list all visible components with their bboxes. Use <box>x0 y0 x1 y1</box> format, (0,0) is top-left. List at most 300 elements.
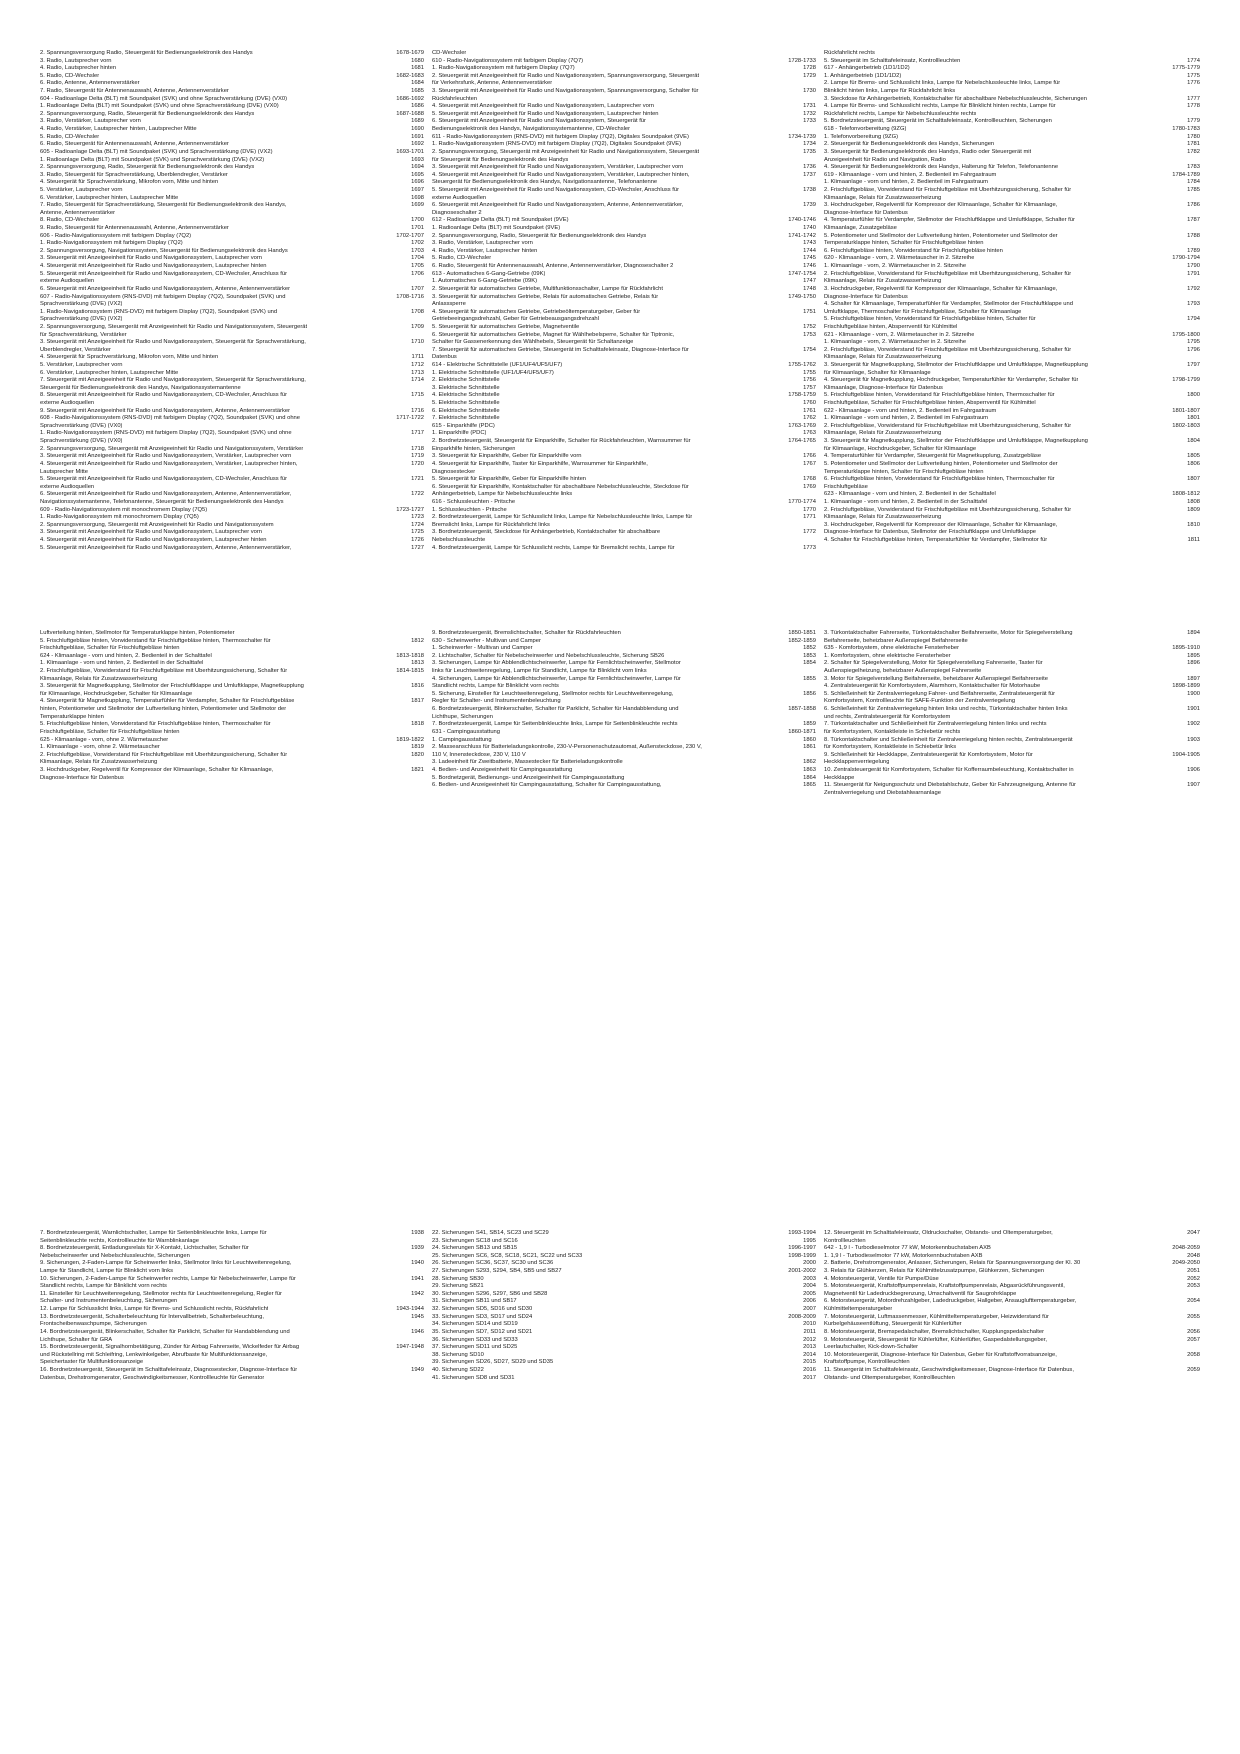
index-entry <box>40 385 432 393</box>
index-entry <box>824 278 1200 286</box>
index-entry <box>432 73 824 81</box>
index-entry <box>432 744 824 752</box>
entry-text: 6. Verstärker, Lautsprecher hinten, Lautsprecher Mitte <box>40 369 179 376</box>
entry-page-range: 1993-1994 <box>788 1230 816 1236</box>
index-entry <box>824 58 1200 66</box>
entry-text: 635 - Komfortsystem, ohne elektrische Fensterheber <box>824 645 960 652</box>
entry-page-range: 1782 <box>1187 148 1200 155</box>
index-entry <box>40 1268 432 1276</box>
entry-text: 5. Frischluftgebläse hinten, Vorwiderstand für Frischluftgebläse hinten, Thermoschalter für <box>40 637 271 644</box>
index-entry <box>432 271 824 279</box>
entry-text: Sprachverstärkung (DVE) (VX2) <box>40 316 123 323</box>
entry-text: Heckklappe <box>824 774 855 781</box>
entry-text: Frischluftgebläse, Schalter für Frischluftgebläse hinten <box>40 645 180 652</box>
index-entry <box>432 737 824 745</box>
entry-text: 4. Schalter für Frischluftgebläse hinten, Temperaturfühler für Verdampfer, Stellmotor für <box>824 537 1048 543</box>
entry-text: 9. Schließeinheit für Heckklappe, Zentralsteuergerät für Komfortsystem, Motor für <box>824 751 1033 758</box>
entry-text: 2. Steuergerät für automatisches Getriebe, Multifunktionsschalter, Lampe für Rückfahrlicht <box>432 285 664 292</box>
index-entry <box>824 408 1200 416</box>
entry-text: 2. Spannungsversorgung, Steuergerät mit Anzeigeeinheit für Radio und Navigationssystem, Steuergerät <box>432 148 700 155</box>
entry-page-range: 1895-1910 <box>1172 645 1200 652</box>
index-entry <box>40 545 432 553</box>
index-entry <box>824 255 1200 263</box>
entry-page-range: 1734-1739 <box>788 133 816 140</box>
entry-text: 4. Radio, Verstärker, Lautsprecher hinten, Lautsprecher Mitte <box>40 126 197 133</box>
entry-text: Diagnose-Interface für Datenbus <box>824 209 908 216</box>
entry-page-range: 1743 <box>803 240 816 247</box>
index-entry <box>824 400 1200 408</box>
entry-text: 1. Automatisches 6-Gang-Getriebe (09K) <box>432 278 538 285</box>
index-column <box>40 630 432 797</box>
entry-page-range: 1753 <box>803 331 816 338</box>
entry-text: für Klimaanlage, Hochdruckgeber, Schalter für Klimaanlage <box>40 690 193 697</box>
index-entry <box>40 645 432 653</box>
entry-page-range: 1758-1759 <box>788 392 816 399</box>
entry-page-range: 1686 <box>411 103 424 110</box>
index-entry <box>40 1337 432 1345</box>
entry-text: Klimaanlage, Relais für Zusatzwasserheizung <box>824 194 942 201</box>
entry-text: 625 - Klimaanlage - vorn, ohne 2. Wärmetauscher <box>40 736 169 743</box>
index-entry <box>432 370 824 378</box>
entry-text: 1. Scheinwerfer - Multivan und Camper <box>432 645 533 652</box>
entry-text: 1. Radioanlage Delta (BLT) mit Soundpaket (9VE) <box>432 225 561 232</box>
index-entry <box>40 225 432 233</box>
entry-text: für Komfortsystem, Kontaktleiste in Schiebetür links <box>824 744 957 751</box>
entry-text: 110 V, Innensteckdose, 230 V, 110 V <box>432 751 526 758</box>
index-entry <box>40 294 432 302</box>
entry-text: 8. Radio, CD-Wechsler <box>40 217 100 224</box>
index-entry <box>40 744 432 752</box>
index-entry <box>432 691 824 699</box>
index-entry <box>432 210 824 218</box>
entry-text: 5. Potentiometer und Stellmotor der Luftverteilung hinten, Potentiometer und Stellmotor der <box>824 232 1058 239</box>
entry-page-range: 1907 <box>1187 782 1200 789</box>
entry-text: und rechts, Zentralsteuergerät für Komfortsystem <box>824 713 951 720</box>
entry-page-range: 2008-2009 <box>788 1313 816 1320</box>
entry-page-range: 1711 <box>411 354 424 361</box>
entry-text: für Klimaanlage, Hochdruckgeber, Schalter für Klimaanlage <box>824 445 977 452</box>
entry-text: 29. Sicherung SB21 <box>432 1283 484 1290</box>
entry-text: 8. Türkontaktschalter und Schließeinheit für Zentralverriegelung hinten rechts, Zentralsteuergerät <box>824 736 1073 743</box>
entry-text: Lichthupe, Sicherungen <box>432 713 493 720</box>
entry-text: Klimaanlage, Relais für Zusatzwasserheizung <box>824 354 942 361</box>
index-entry <box>432 202 824 210</box>
entry-page-range: 1707 <box>411 285 424 292</box>
index-entry <box>432 80 824 88</box>
index-column <box>40 50 432 552</box>
entry-page-range: 1814-1815 <box>396 668 424 675</box>
entry-text: 38. Sicherung SD10 <box>432 1351 484 1358</box>
index-entry <box>40 1344 432 1352</box>
entry-page-range: 1687-1688 <box>396 110 424 117</box>
index-entry <box>824 790 1200 798</box>
index-entry <box>824 1344 1200 1352</box>
entry-text: Außenspiegelheizung, beheizbarer Außenspiegel Fahrerseite <box>824 668 982 675</box>
index-entry <box>40 676 432 684</box>
entry-text: 7. Radio, Steuergerät für Antennenauswahl, Antenne, Antennenverstärker <box>40 88 229 95</box>
entry-page-range: 1790-1794 <box>1172 255 1200 262</box>
entry-page-range: 1699 <box>411 202 424 209</box>
index-entry <box>432 1253 824 1261</box>
entry-page-range: 1852-1859 <box>788 637 816 644</box>
entry-text: Bremslicht links, Lampe für Rückfahrlicht links <box>432 521 550 528</box>
index-entry <box>824 164 1200 172</box>
index-entry <box>432 476 824 484</box>
index-entry <box>40 1276 432 1284</box>
entry-text: 5. Sicherung, Einsteller für Leuchtweitenregelung, Stellmotor rechts für Leuchtweitenregelung, <box>432 690 674 697</box>
index-entry <box>40 111 432 119</box>
index-entry <box>432 522 824 530</box>
entry-page-range: 2015 <box>803 1359 816 1366</box>
index-entry <box>432 134 824 142</box>
index-entry <box>432 1367 824 1375</box>
entry-text: 7. Steuergerät für automatisches Getriebe, Steuergerät im Schalttafeleinsatz, Diagnose-Interface für <box>432 346 689 353</box>
entry-page-range: 2049-2050 <box>1172 1260 1200 1267</box>
entry-text: 30. Sicherungen S296, S297, SB6 und SB28 <box>432 1290 548 1297</box>
entry-page-range: 1774 <box>1187 57 1200 64</box>
entry-page-range: 1744 <box>803 247 816 254</box>
entry-text: 41. Sicherungen SD8 und SD31 <box>432 1374 515 1381</box>
entry-page-range: 1702-1707 <box>396 232 424 239</box>
index-entry <box>432 759 824 767</box>
entry-text: Klimaanlage, Zusatzgebläse <box>824 225 897 232</box>
entry-page-range: 2052 <box>1187 1275 1200 1282</box>
entry-text: Zentralverriegelung und Diebstahlwarnanlage <box>824 789 941 796</box>
entry-page-range: 1727 <box>411 544 424 551</box>
index-entry <box>824 118 1200 126</box>
index-entry <box>40 141 432 149</box>
entry-text: 7. Radio, Steuergerät für Sprachverstärkung, Steuergerät für Bedienungselektronik des Handys, <box>40 202 287 209</box>
entry-text: 5. Bordnetzgerät, Bedienungs- und Anzeigeeinheit für Campingausstattung <box>432 774 625 781</box>
entry-page-range: 1949 <box>411 1366 424 1373</box>
index-entry <box>432 660 824 668</box>
entry-page-range: 1895 <box>1187 652 1200 659</box>
entry-text: 6. Bordnetzsteuergerät, Blinkerschalter, Schalter für Parklicht, Schalter für Handabblendung und <box>432 706 679 713</box>
entry-page-range: 2047 <box>1187 1230 1200 1236</box>
entry-text: 11. Steuergerät für Neigungsschutz und Diebstahlschutz, Geber für Fahrzeugneigung, Antenne für <box>824 782 1076 789</box>
entry-page-range: 1801 <box>1187 415 1200 422</box>
entry-text: 8. Bordnetzsteuergerät, Entladungsrelais für X-Kontakt, Lichtschalter, Schalter für <box>40 1245 249 1252</box>
entry-page-range: 1802-1803 <box>1172 422 1200 429</box>
entry-page-range: 1716 <box>411 407 424 414</box>
entry-text: 5. Radio, CD-Wechsler <box>432 255 492 262</box>
entry-text: Sprachverstärkung (DVE) (VX0) <box>40 438 123 445</box>
entry-page-range: 1808-1812 <box>1172 491 1200 498</box>
entry-page-range: 1852 <box>803 645 816 652</box>
entry-page-range: 1756 <box>803 377 816 384</box>
entry-text: 642 - 1,9 l - Turbodieselmotor 77 kW, Motorkennbuchstaben AXB <box>824 1245 991 1252</box>
entry-text: 1. 1,9 l - Turbodieselmotor 77 kW, Motorkennbuchstaben AXB <box>824 1252 983 1259</box>
index-entry <box>40 1253 432 1261</box>
index-entry <box>824 706 1200 714</box>
entry-page-range: 1939 <box>411 1245 424 1252</box>
index-entry <box>40 522 432 530</box>
entry-page-range: 1820 <box>411 751 424 758</box>
entry-text: 6. Bedien- und Anzeigeeinheit für Campingausstattung, Schalter für Campingausstattung, <box>432 782 662 789</box>
index-entry <box>824 225 1200 233</box>
entry-text: 5. Elektrische Schnittstelle <box>432 400 500 407</box>
index-entry <box>432 195 824 203</box>
index-column <box>40 1230 432 1382</box>
entry-page-range: 1813 <box>411 660 424 667</box>
entry-text: 2. Spannungsversorgung, Steuergerät mit Anzeigeeinheit für Radio und Navigationssystem, Steuergerät <box>40 323 308 330</box>
entry-text: 6. Schließeinheit für Zentralverriegelung hinten links und rechts, Türkontaktschalter hinten links <box>824 706 1068 713</box>
entry-page-range: 2004 <box>803 1283 816 1290</box>
index-column <box>824 630 1200 797</box>
entry-page-range: 1821 <box>411 766 424 773</box>
entry-page-range: 1741-1742 <box>788 232 816 239</box>
entry-page-range: 1777 <box>1187 95 1200 102</box>
index-entry <box>824 744 1200 752</box>
entry-text: 4. Zentralsteuergerät für Komfortsystem, Alarmhorn, Kontaktschalter für Motorhaube <box>824 683 1041 690</box>
index-entry <box>824 195 1200 203</box>
index-entry <box>40 759 432 767</box>
entry-text: 3. Elektrische Schnittstelle <box>432 384 500 391</box>
entry-page-range: 1780-1783 <box>1172 126 1200 133</box>
entry-text: 4. Lampe für Brems- und Schlusslicht rechts, Lampe für Blinklicht hinten rechts, Lampe für <box>824 103 1056 110</box>
index-entry <box>40 73 432 81</box>
index-entry <box>432 1260 824 1268</box>
index-entry <box>824 1298 1200 1306</box>
entry-page-range: 1819-1822 <box>396 736 424 743</box>
entry-text: 3. Radio, Verstärker, Lautsprecher vorn <box>432 240 533 247</box>
index-entry <box>40 714 432 722</box>
entry-text: 624 - Klimaanlage - vorn und hinten, 2. Bedienteil in der Schalttafel <box>40 652 212 659</box>
entry-text: 36. Sicherungen SD33 und SD33 <box>432 1336 518 1343</box>
entry-text: 33. Sicherungen SD3, SD17 und SD24 <box>432 1313 533 1320</box>
index-entry <box>40 263 432 271</box>
index-entry <box>432 96 824 104</box>
entry-text: 618 - Telefonvorbereitung (9ZG) <box>824 126 907 133</box>
entry-page-range: 1813-1818 <box>396 652 424 659</box>
entry-page-range: 1857-1858 <box>788 706 816 713</box>
index-entry <box>824 1329 1200 1337</box>
entry-text: 4. Steuergerät für Bedienungselektronik des Handys, Halterung für Telefon, Telefonantenne <box>824 164 1059 171</box>
entry-text: 1. Klimaanlage - vorn, 2. Wärmetauscher in 2. Sitzreihe <box>824 339 967 346</box>
entry-page-range: 2056 <box>1187 1328 1200 1335</box>
entry-text: Antenne, Antennenverstärker <box>40 209 116 216</box>
entry-text: Standlicht rechts, Lampe für Blinklicht vorn rechts <box>432 683 559 690</box>
index-entry <box>432 676 824 684</box>
entry-text: 10. Sicherungen, 2-Faden-Lampe für Scheinwerfer rechts, Lampe für Nebelscheinwerfer, Lampe für <box>40 1275 296 1282</box>
index-entry <box>824 653 1200 661</box>
index-entry <box>40 157 432 165</box>
index-entry <box>824 461 1200 469</box>
index-entry <box>824 370 1200 378</box>
entry-text: für Steuergerät für Bedienungselektronik des Handys <box>432 156 569 163</box>
entry-text: 7. Bordnetzsteuergerät, Lampe für Seitenblinkleuchte links, Lampe für Seitenblinkleuchte rechts <box>432 721 678 728</box>
entry-page-range: 1729 <box>803 72 816 79</box>
entry-text: Klimaanlage, Relais für Zusatzwasserheizung <box>824 514 942 521</box>
entry-page-range: 1998-1999 <box>788 1252 816 1259</box>
index-entry <box>40 638 432 646</box>
entry-text: 1. Radioanlage Delta (BLT) mit Soundpaket (SVK) und ohne Sprachverstärkung (DVE) (VX0) <box>40 103 279 110</box>
index-entry <box>824 271 1200 279</box>
index-entry <box>432 157 824 165</box>
entry-page-range: 2011 <box>803 1328 816 1335</box>
entry-text: 37. Sicherungen SD11 und SD25 <box>432 1344 518 1351</box>
entry-page-range: 1767 <box>803 460 816 467</box>
index-entry <box>824 309 1200 317</box>
entry-text: 2. Spannungsversorgung, Steuergerät mit Anzeigeeinheit für Radio und Navigationssystem, Verstärker <box>40 445 304 452</box>
index-entry <box>824 179 1200 187</box>
index-entry <box>432 1276 824 1284</box>
entry-text: 3. Steuergerät für Bedienungselektronik des Handys, Radio oder Steuergerät mit <box>824 148 1032 155</box>
index-entry <box>432 149 824 157</box>
entry-page-range: 1723-1727 <box>396 506 424 513</box>
entry-page-range: 1740-1746 <box>788 217 816 224</box>
entry-text: 4. Steuergerät mit Anzeigeeinheit für Radio und Navigationssystem, Verstärker, Lautsprecher hinten, <box>40 460 298 467</box>
index-entry <box>824 217 1200 225</box>
index-entry <box>824 347 1200 355</box>
entry-page-range: 2051 <box>1187 1268 1200 1275</box>
index-entry <box>824 491 1200 499</box>
entry-text: 35. Sicherungen SD7, SD12 und SD21 <box>432 1328 533 1335</box>
entry-page-range: 1755-1762 <box>788 361 816 368</box>
index-entry <box>432 408 824 416</box>
index-entry <box>824 392 1200 400</box>
index-entry <box>824 775 1200 783</box>
entry-text: 2. Schalter für Spiegelverstellung, Motor für Spiegelverstellung Fahrerseite, Taster für <box>824 660 1043 667</box>
entry-text: 4. Schalter für Klimaanlage, Temperaturfühler für Verdampfer, Stellmotor der Frischluftklappe und <box>824 301 1073 308</box>
entry-page-range: 1733 <box>803 118 816 125</box>
entry-text: 3. Steuergerät mit Anzeigeeinheit für Radio und Navigationssystem, Lautsprecher vorn <box>40 255 263 262</box>
entry-page-range: 2012 <box>803 1336 816 1343</box>
index-entry <box>432 446 824 454</box>
entry-text: 3. Radio, Lautsprecher vorn <box>40 57 112 64</box>
entry-text: Magnetventil für Ladedruckbegrenzung, Umschaltventil für Saugrohrklappe <box>824 1290 1017 1297</box>
entry-page-range: 1748 <box>803 285 816 292</box>
entry-text: 623 - Klimaanlage - vorn und hinten, 2. Bedienteil in der Schalttafel <box>824 491 996 498</box>
index-entry <box>824 446 1200 454</box>
entry-page-range: 1862 <box>803 759 816 766</box>
entry-page-range: 1752 <box>803 323 816 330</box>
index-entry <box>824 1291 1200 1299</box>
index-entry <box>824 65 1200 73</box>
entry-page-range: 1746 <box>803 263 816 270</box>
entry-page-range: 1808 <box>1187 498 1200 505</box>
index-entry <box>432 88 824 96</box>
index-entry <box>432 385 824 393</box>
entry-text: 27. Sicherungen S293, S294, SB4, SB5 und SB27 <box>432 1268 562 1275</box>
index-entry <box>432 347 824 355</box>
entry-page-range: 1904-1905 <box>1172 751 1200 758</box>
index-entry <box>40 362 432 370</box>
entry-text: 13. Bordnetzsteuergerät, Schalterbeleuchtung für Intervallbetrieb, Schalterbeleuchtung, <box>40 1313 264 1320</box>
entry-page-range: 1755 <box>803 369 816 376</box>
entry-text: 1. Anhängerbetrieb (1D1/1D2) <box>824 72 902 79</box>
entry-text: Anlasssperre <box>432 301 466 308</box>
entry-page-range: 1728 <box>803 65 816 72</box>
entry-page-range: 1902 <box>1187 721 1200 728</box>
entry-text: 3. Steckdose für Anhängerbetrieb, Kontaktschalter für abschaltbare Nebelschlussleuchte, Sicherungen <box>824 95 1087 102</box>
entry-text: 2. Spannungsversorgung, Radio, Steuergerät für Bedienungselektronik des Handys <box>432 232 647 239</box>
entry-text: 1. Klimaanlage - vorn und hinten, 2. Bedienteil in der Schalttafel <box>824 498 988 505</box>
entry-text: 620 - Klimaanlage - vorn, 2. Wärmetauscher in 2. Sitzreihe <box>824 255 975 262</box>
index-entry <box>40 1359 432 1367</box>
entry-page-range: 2006 <box>803 1298 816 1305</box>
index-entry <box>824 737 1200 745</box>
index-entry <box>432 240 824 248</box>
entry-text: 6. Steuergerät mit Anzeigeeinheit für Radio und Navigationssystem, Antenne, Antennenverstärker, <box>40 491 292 498</box>
index-entry <box>432 1306 824 1314</box>
index-entry <box>824 111 1200 119</box>
index-entry <box>40 233 432 241</box>
index-entry <box>432 683 824 691</box>
entry-text: 1. Klimaanlage - vorn und hinten, 2. Bedienteil im Fahrgastraum <box>824 179 989 186</box>
entry-text: 4. Steuergerät für Sprachverstärkung, Mikrofon vorn, Mitte und hinten <box>40 179 219 186</box>
index-column <box>432 1230 824 1382</box>
index-entry <box>40 88 432 96</box>
index-entry <box>432 126 824 134</box>
index-entry <box>432 1245 824 1253</box>
entry-text: Rückfahrlicht rechts <box>824 50 875 56</box>
entry-text: externe Audioquellen <box>432 194 487 201</box>
entry-page-range: 1818 <box>411 721 424 728</box>
entry-text: 621 - Klimaanlage - vorn, 2. Wärmetauscher in 2. Sitzreihe <box>824 331 975 338</box>
entry-page-range: 1865 <box>803 782 816 789</box>
index-entry <box>40 1329 432 1337</box>
entry-text: 3. Radio, Verstärker, Lautsprecher vorn <box>40 118 141 125</box>
entry-page-range: 1754 <box>803 346 816 353</box>
entry-text: Frontscheibenwaschpumpe, Sicherungen <box>40 1321 147 1328</box>
entry-page-range: 1795-1800 <box>1172 331 1200 338</box>
entry-text: 3. Hochdruckgeber, Regelventil für Kompressor der Klimaanlage, Schalter für Klimaanlage, <box>40 766 274 773</box>
index-entry <box>432 179 824 187</box>
index-entry <box>40 484 432 492</box>
entry-page-range: 1942 <box>411 1290 424 1297</box>
entry-text: 5. Steuergerät für Einparkhilfe, Geber für Einparkhilfe hinten <box>432 476 587 483</box>
entry-text: 4. Steuergerät für Magnetkupplung, Temperaturfühler für Verdampfer, Schalter für Frischluftgebläse <box>40 698 295 705</box>
index-entry <box>40 195 432 203</box>
entry-page-range: 1779 <box>1187 118 1200 125</box>
index-entry <box>432 301 824 309</box>
entry-text: 2. Steuergerät mit Anzeigeeinheit für Radio und Navigationssystem, Spannungsversorgung, Steuergerät <box>432 72 700 79</box>
entry-text: 6. Radio, Steuergerät für Antennenauswahl, Antenne, Antennenverstärker, Diagnoseschalter 2 <box>432 263 674 270</box>
index-entry <box>40 377 432 385</box>
entry-text: 3. Steuergerät mit Anzeigeeinheit für Radio und Navigationssystem, Steuergerät für Sprachverstärkung, <box>40 339 306 346</box>
index-entry <box>432 1337 824 1345</box>
entry-text: 3. Ladeeinheit für Zweitbatterie, Massestecker für Batterieladungskontrolle <box>432 759 623 766</box>
index-entry <box>432 423 824 431</box>
entry-page-range: 1751 <box>803 308 816 315</box>
index-entry <box>40 392 432 400</box>
index-entry <box>40 507 432 515</box>
index-entry <box>432 537 824 545</box>
entry-text: 5. Potentiometer und Stellmotor der Luftverteilung hinten, Potentiometer und Stellmotor der <box>824 460 1058 467</box>
index-entry <box>40 660 432 668</box>
entry-text: 3. Steuergerät für automatisches Getriebe, Relais für automatisches Getriebe, Relais für <box>432 293 659 300</box>
index-entry <box>40 706 432 714</box>
entry-text: 5. Frischluftgebläse hinten, Vorwiderstand für Frischluftgebläse hinten, Thermoschalter für <box>40 721 271 728</box>
index-entry <box>824 721 1200 729</box>
entry-text: externe Audioquellen <box>40 278 95 285</box>
entry-text: 6. Steuergerät mit Anzeigeeinheit für Radio und Navigationssystem, Steuergerät für <box>432 118 646 125</box>
index-entry <box>824 507 1200 515</box>
entry-text: 4. Steuergerät mit Anzeigeeinheit für Radio und Navigationssystem, Lautsprecher hinten <box>40 537 267 543</box>
entry-page-range: 1775 <box>1187 72 1200 79</box>
index-entry <box>432 294 824 302</box>
entry-page-range: 1690 <box>411 126 424 133</box>
index-entry <box>824 668 1200 676</box>
entry-text: 1. Klimaanlage - vorn, ohne 2. Wärmetauscher <box>40 744 160 751</box>
index-entry <box>432 752 824 760</box>
entry-text: 2. Bordnetzsteuergerät, Steuergerät für Einparkhilfe, Schalter für Rückfahrleuchten, Warnsummer für <box>432 438 691 445</box>
entry-page-range: 1793 <box>1187 301 1200 308</box>
entry-text: 3. Steuergerät für Magnetkupplung, Stellmotor der Frischluftklappe und Umluftklappe, Magnetkupplung <box>824 361 1088 368</box>
index-entry <box>432 286 824 294</box>
entry-page-range: 1859 <box>803 721 816 728</box>
